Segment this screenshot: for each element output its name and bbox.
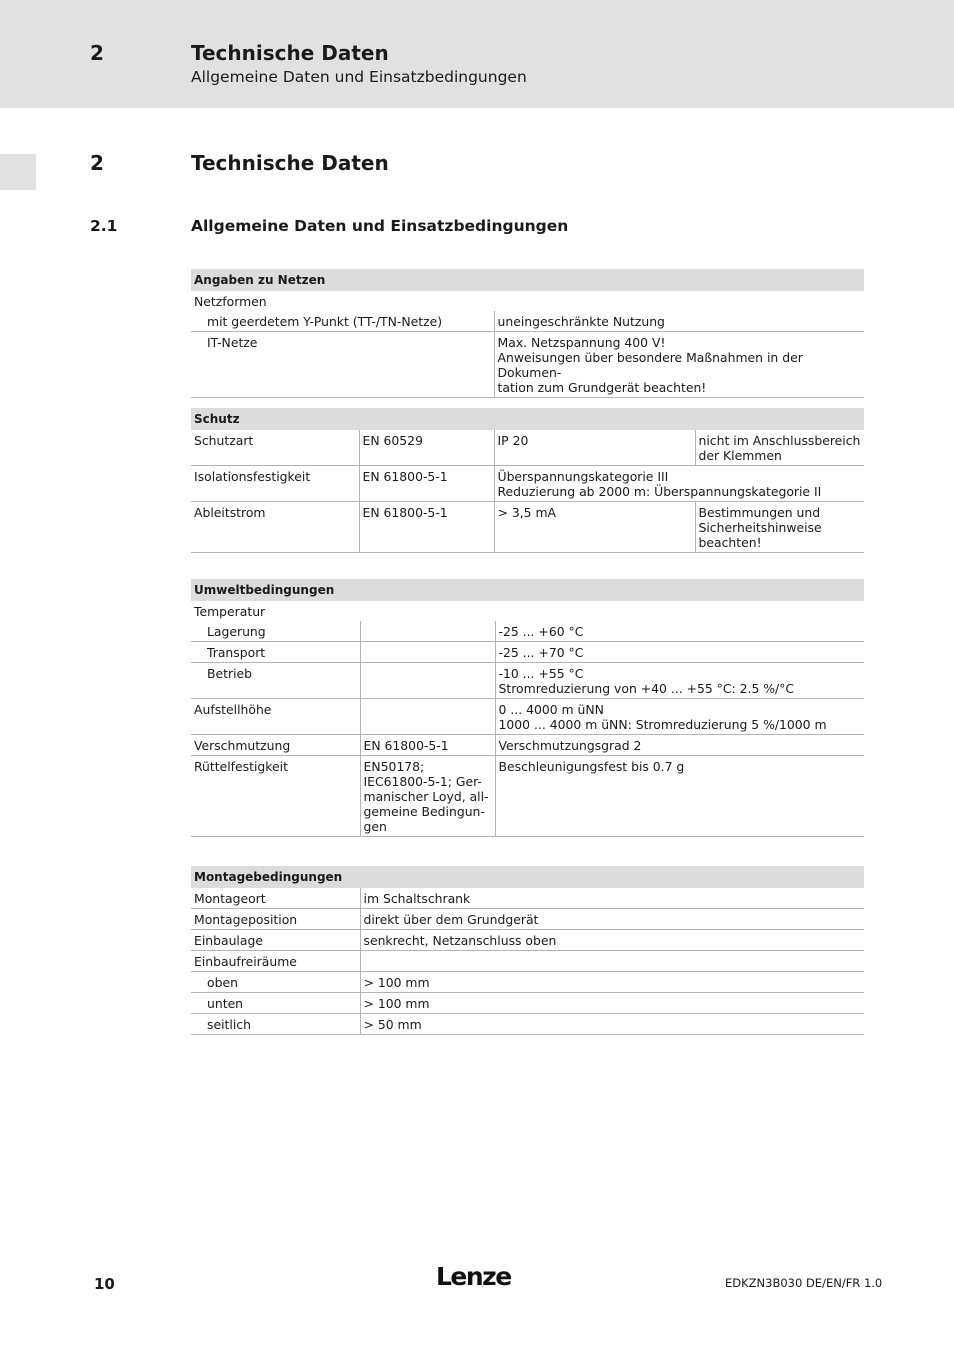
document-reference: EDKZN3B030 DE/EN/FR 1.0 — [725, 1276, 883, 1290]
row-label: seitlich — [191, 1014, 360, 1035]
table-row — [191, 663, 864, 699]
row-value: > 3,5 mA — [494, 502, 695, 553]
row-norm-line5: gen — [363, 819, 387, 834]
row-label: Rüttelfestigkeit — [191, 756, 360, 837]
table-heading: Montagebedingungen — [191, 866, 864, 888]
header-band — [0, 0, 954, 108]
row-norm: EN 61800-5-1 — [359, 466, 494, 502]
row-note-line2: der Klemmen — [698, 448, 782, 463]
row-value-cell — [495, 663, 864, 699]
section-title: Allgemeine Daten und Einsatzbedingungen — [191, 217, 569, 235]
row-value-line2: Stromreduzierung von +40 ... +55 °C: 2.5 %/°C — [498, 681, 795, 696]
table-schutz — [191, 408, 864, 553]
row-value: > 50 mm — [360, 1014, 864, 1035]
row-value: uneingeschränkte Nutzung — [494, 311, 864, 332]
table-umwelt — [191, 579, 864, 837]
row-label: Verschmutzung — [191, 735, 360, 756]
table-row — [191, 756, 864, 837]
row-value-cell — [495, 699, 864, 735]
row-value-line2: Reduzierung ab 2000 m: Überspannungskategorie II — [497, 484, 822, 499]
table-heading: Schutz — [191, 408, 864, 430]
row-label: Montageort — [191, 888, 360, 909]
row-label: Ableitstrom — [191, 502, 359, 553]
row-norm: EN50178; — [363, 759, 425, 774]
row-value: Max. Netzspannung 400 V! — [497, 335, 666, 350]
row-label: mit geerdetem Y-Punkt (TT-/TN-Netze) — [191, 311, 494, 332]
row-label: Isolationsfestigkeit — [191, 466, 359, 502]
row-note-cell — [695, 502, 864, 553]
row-value-cell — [494, 332, 864, 398]
row-value-line2: 1000 ... 4000 m üNN: Stromreduzierung 5 %/1000 m — [498, 717, 827, 732]
row-note: nicht im Anschlussbereich — [698, 433, 861, 448]
row-norm — [360, 642, 495, 663]
table-row — [191, 909, 864, 930]
row-label: Schutzart — [191, 430, 359, 466]
table-row — [191, 1014, 864, 1035]
row-norm-line4: gemeine Bedingun- — [363, 804, 485, 819]
row-note-line3: beachten! — [698, 535, 762, 550]
row-note-line2: Sicherheitshinweise — [698, 520, 822, 535]
header-subtitle: Allgemeine Daten und Einsatzbedingungen — [191, 68, 527, 86]
row-label: Einbaulage — [191, 930, 360, 951]
row-note: Bestimmungen und — [698, 505, 821, 520]
row-value-cell — [494, 466, 864, 502]
table-netze — [191, 269, 864, 398]
row-norm — [360, 621, 495, 642]
header-chapter-number: 2 — [90, 41, 104, 65]
row-value-line3: tation zum Grundgerät beachten! — [497, 380, 707, 395]
table-row — [191, 430, 864, 466]
section-number: 2.1 — [90, 217, 118, 235]
row-label: IT-Netze — [191, 332, 494, 398]
table-row — [191, 888, 864, 909]
table-row — [191, 930, 864, 951]
row-label: Betrieb — [191, 663, 360, 699]
row-value: 0 ... 4000 m üNN — [498, 702, 604, 717]
row-note-cell — [695, 430, 864, 466]
row-norm: EN 61800-5-1 — [359, 502, 494, 553]
row-value: > 100 mm — [360, 993, 864, 1014]
row-value: -10 ... +55 °C — [498, 666, 584, 681]
row-value: -25 ... +60 °C — [495, 621, 864, 642]
table-heading: Umweltbedingungen — [191, 579, 864, 601]
row-value: -25 ... +70 °C — [495, 642, 864, 663]
chapter-side-tab — [0, 154, 36, 190]
row-value: Beschleunigungsfest bis 0.7 g — [495, 756, 864, 837]
row-value-line2: Anweisungen über besondere Maßnahmen in der Dokumen- — [497, 350, 803, 380]
row-norm: EN 61800-5-1 — [360, 735, 495, 756]
row-value: IP 20 — [494, 430, 695, 466]
table-row — [191, 735, 864, 756]
row-value: Verschmutzungsgrad 2 — [495, 735, 864, 756]
table-row — [191, 951, 864, 972]
table-row — [191, 466, 864, 502]
table-row — [191, 332, 864, 398]
chapter-number: 2 — [90, 151, 104, 175]
table-row — [191, 502, 864, 553]
row-norm-line3: manischer Loyd, all- — [363, 789, 489, 804]
row-label: Lagerung — [191, 621, 360, 642]
header-chapter-title: Technische Daten — [191, 41, 389, 65]
row-norm-cell — [360, 756, 495, 837]
group-label: Temperatur — [194, 604, 266, 619]
row-label: Montageposition — [191, 909, 360, 930]
table-row — [191, 311, 864, 332]
row-label: oben — [191, 972, 360, 993]
table-row — [191, 621, 864, 642]
table-montage — [191, 866, 864, 1035]
table-heading: Angaben zu Netzen — [191, 269, 864, 291]
row-label: Einbaufreiräume — [191, 951, 360, 972]
chapter-title: Technische Daten — [191, 151, 389, 175]
page-number: 10 — [94, 1275, 115, 1293]
row-value — [360, 951, 864, 972]
row-norm: EN 60529 — [359, 430, 494, 466]
row-label: Aufstellhöhe — [191, 699, 360, 735]
row-label: Transport — [191, 642, 360, 663]
table-row — [191, 699, 864, 735]
table-row — [191, 993, 864, 1014]
row-value: direkt über dem Grundgerät — [360, 909, 864, 930]
row-value: im Schaltschrank — [360, 888, 864, 909]
row-norm-line2: IEC61800-5-1; Ger- — [363, 774, 482, 789]
group-label: Netzformen — [194, 294, 267, 309]
row-value: senkrecht, Netzanschluss oben — [360, 930, 864, 951]
row-norm — [360, 663, 495, 699]
table-row — [191, 972, 864, 993]
row-norm — [360, 699, 495, 735]
row-value: Überspannungskategorie III — [497, 469, 669, 484]
row-label: unten — [191, 993, 360, 1014]
lenze-logo: Lenze — [436, 1262, 511, 1291]
table-row — [191, 642, 864, 663]
row-value: > 100 mm — [360, 972, 864, 993]
